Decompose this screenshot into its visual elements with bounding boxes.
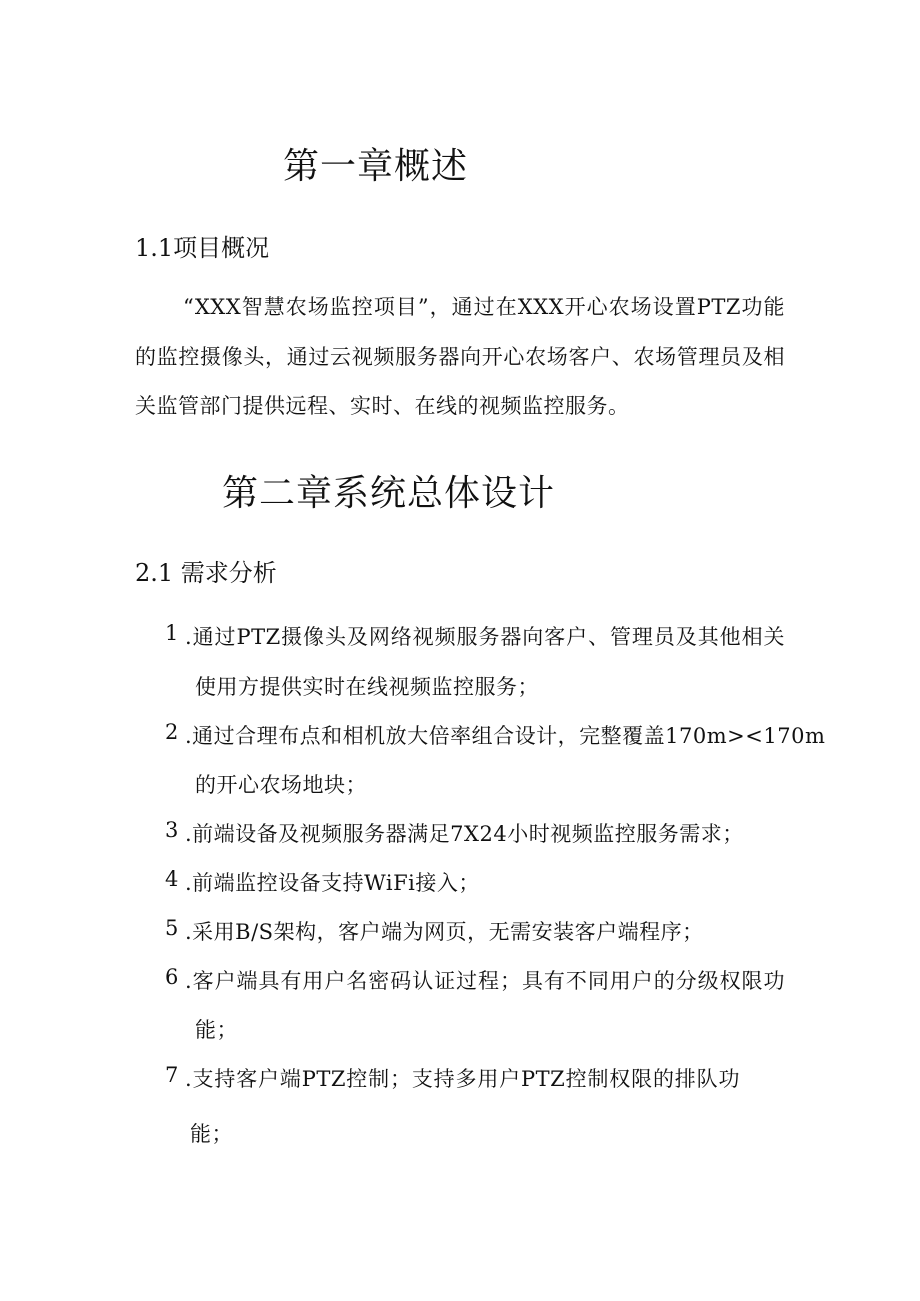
list-item-text: .前端监控设备支持WiFi接入； <box>185 871 480 895</box>
chapter-1-title: 第一章概述 <box>283 146 469 187</box>
list-item-continuation: 的开心农场地块； <box>195 773 367 797</box>
section-2-1-heading: 2.1 需求分析 <box>135 559 277 587</box>
paragraph-line-2: 的监控摄像头，通过云视频服务器向开心农场客户、农场管理员及相 <box>135 345 785 369</box>
list-item-text: .支持客户端PTZ控制；支持多用户PTZ控制权限的排队功 <box>185 1067 740 1091</box>
list-item-number: 4 <box>165 867 179 891</box>
list-item-text: .通过PTZ摄像头及网络视频服务器向客户、管理员及其他相关 <box>185 625 785 649</box>
list-item-continuation: 能； <box>190 1122 233 1146</box>
list-item-number: 1 <box>165 621 179 645</box>
section-1-1-heading: 1.1项目概况 <box>135 234 270 262</box>
chapter-2-title: 第二章系统总体设计 <box>222 473 556 514</box>
list-item-continuation: 使用方提供实时在线视频监控服务； <box>195 675 539 699</box>
list-item-number: 5 <box>165 916 179 940</box>
list-item-text: .客户端具有用户名密码认证过程；具有不同用户的分级权限功 <box>185 969 785 993</box>
paragraph-line-1: “XXX智慧农场监控项目”，通过在XXX开心农场设置PTZ功能 <box>183 295 785 319</box>
list-item-text: .前端设备及视频服务器满足7X24小时视频监控服务需求； <box>185 822 744 846</box>
paragraph-line-3: 关监管部门提供远程、实时、在线的视频监控服务。 <box>135 394 630 418</box>
list-item-number: 2 <box>165 720 179 744</box>
list-item-number: 7 <box>165 1063 179 1087</box>
list-item-number: 6 <box>165 965 179 989</box>
list-item-text: .通过合理布点和相机放大倍率组合设计，完整覆盖170m><170m <box>185 724 826 748</box>
list-item-text: .采用B/S架构，客户端为网页，无需安装客户端程序； <box>185 920 704 944</box>
list-item-number: 3 <box>165 818 179 842</box>
list-item-continuation: 能； <box>195 1018 238 1042</box>
